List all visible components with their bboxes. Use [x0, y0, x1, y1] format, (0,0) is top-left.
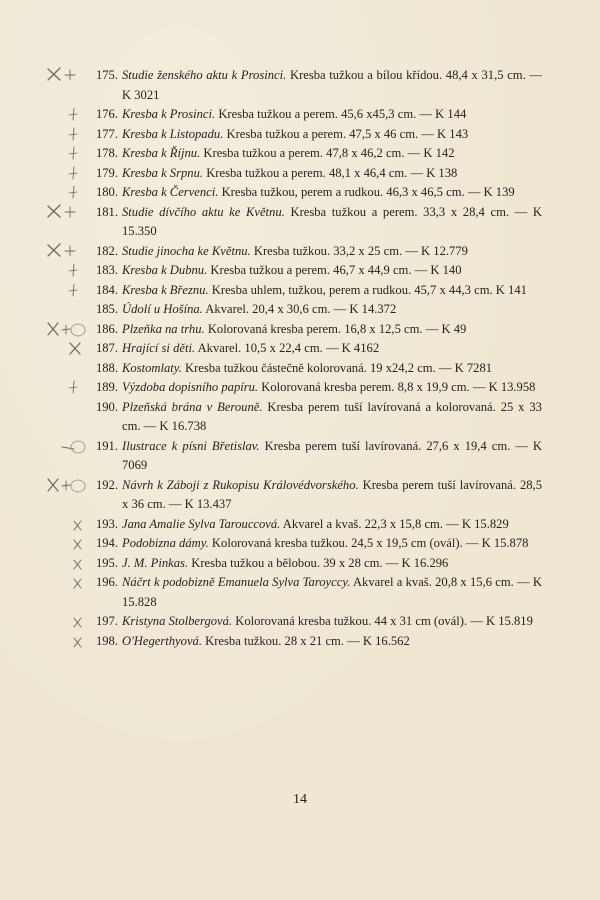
pencil-mark-icon	[40, 515, 82, 535]
entry-title: Studie dívčího aktu ke Květnu.	[122, 204, 285, 219]
entry-title: Kresba k Dubnu.	[122, 263, 208, 277]
pencil-mark-icon	[40, 476, 82, 496]
entry-number: 191.	[95, 438, 118, 453]
catalog-entry	[95, 612, 542, 632]
catalog-entry	[95, 125, 542, 145]
entry-title: Ilustrace k písni Břetislav.	[122, 438, 260, 453]
entry-title: Kresba k Srpnu.	[122, 165, 204, 180]
entry-number: 187.	[95, 341, 118, 355]
catalog-entry	[95, 66, 542, 105]
entry-description: Akvarel. 20,4 x 30,6 cm. — K 14.372	[205, 302, 397, 316]
entry-description: Kolorovaná kresba perem. 8,8 x 19,9 cm. — K 13.958	[261, 380, 536, 394]
pencil-mark-icon	[40, 164, 82, 184]
entry-title: Hrající si děti.	[122, 341, 196, 355]
pencil-mark-icon	[40, 242, 82, 262]
entry-number: 178.	[95, 146, 118, 160]
entry-title: Plzeňka na trhu.	[122, 321, 205, 336]
entry-description: Kolorovaná kresba tužkou. 24,5 x 19,5 cm (ovál). — K 15.878	[211, 536, 529, 550]
pencil-mark-icon	[40, 183, 82, 203]
pencil-mark-icon	[40, 125, 82, 145]
entry-number: 198.	[95, 633, 118, 648]
entry-description: Kolorovaná kresba tužkou. 44 x 31 cm (ovál). — K 15.819	[235, 614, 533, 628]
entry-title: Kresba k Březnu.	[122, 282, 209, 297]
entry-description: Kresba tužkou částečně kolorovaná. 19 x24,2 cm. — K 7281	[184, 360, 493, 375]
entry-number: 186.	[95, 321, 118, 336]
pencil-mark-icon	[40, 573, 82, 593]
entry-number: 185.	[95, 302, 118, 316]
pencil-mark-icon	[40, 281, 82, 301]
catalog-entry	[95, 242, 542, 262]
pencil-mark-icon	[40, 612, 82, 632]
catalog-entry	[95, 300, 542, 320]
entry-title: Kresba k Listopadu.	[122, 126, 224, 141]
entry-description: Kresba tužkou, perem a rudkou. 46,3 x 46,5 cm. — K 139	[221, 185, 515, 199]
pencil-mark-icon	[40, 437, 82, 457]
entry-title: Plzeňská brána v Berouně.	[122, 399, 263, 414]
catalog-entry	[95, 378, 542, 398]
pencil-mark-icon	[40, 66, 82, 86]
entry-number: 180.	[95, 185, 118, 199]
catalog-entry	[95, 632, 542, 652]
entry-description: Kresba tužkou a perem. 45,6 x45,3 cm. — K 144	[218, 107, 467, 121]
entry-number: 183.	[95, 263, 118, 277]
entry-number: 194.	[95, 536, 118, 550]
entry-title: Kristyna Stolbergová.	[122, 614, 233, 628]
catalog-entry	[95, 515, 542, 535]
entry-description: Kresba perem tuší lavírovaná. 28,5 x 36 cm. — K 13.437	[122, 477, 542, 511]
catalog-entry	[95, 183, 542, 203]
entry-number: 181.	[95, 204, 118, 219]
pencil-mark-icon	[40, 203, 82, 223]
entry-description: Kolorovaná kresba perem. 16,8 x 12,5 cm. — K 49	[207, 321, 467, 336]
entry-description: Kresba tužkou. 28 x 21 cm. — K 16.562	[205, 633, 410, 648]
catalog-entry	[95, 554, 542, 574]
entry-title: Studie ženského aktu k Prosinci.	[122, 68, 287, 82]
catalog-entry	[95, 164, 542, 184]
entry-number: 197.	[95, 614, 118, 628]
entry-title: Jana Amalie Sylva Tarouccová.	[122, 516, 281, 531]
entry-title: O'Hegerthyová.	[122, 633, 202, 648]
entry-title: Výzdoba dopisního papíru.	[122, 380, 259, 394]
catalog-entry	[95, 476, 542, 515]
entry-title: Náčrt k podobizně Emanuela Sylva Taroуccy.	[122, 575, 351, 589]
entry-number: 188.	[95, 360, 118, 375]
pencil-mark-icon	[40, 105, 82, 125]
entry-description: Kresba tužkou a perem. 33,3 x 28,4 cm. — K 15.350	[122, 204, 542, 238]
entry-title: Studie jinocha ke Květnu.	[122, 243, 251, 258]
catalog-entry	[95, 261, 542, 281]
entry-description: Kresba tužkou a bílou křídou. 48,4 x 31,5 cm. — K 3021	[122, 68, 542, 102]
pencil-mark-icon	[40, 339, 82, 359]
catalog-entry	[95, 105, 542, 125]
entry-description: Kresba tužkou a perem. 47,5 x 46 cm. — K 143	[226, 126, 469, 141]
catalog-entry	[95, 144, 542, 164]
entry-number: 189.	[95, 380, 118, 394]
entry-title: J. M. Pinkas.	[122, 555, 189, 570]
entry-number: 175.	[95, 68, 118, 82]
pencil-mark-icon	[40, 261, 82, 281]
entry-description: Kresba tužkou a bělobou. 39 x 28 cm. — K 16.296	[191, 555, 449, 570]
page-number: 14	[293, 792, 307, 807]
entry-description: Kresba tužkou a perem. 47,8 x 46,2 cm. — K 142	[203, 146, 455, 160]
entry-number: 179.	[95, 165, 118, 180]
entry-title: Návrh k Záboji z Rukopisu Královédvorského.	[122, 477, 359, 492]
entry-description: Akvarel a kvaš. 20,8 x 15,6 cm. — K 15.828	[122, 575, 543, 609]
entry-title: Údolí u Hošína.	[122, 302, 203, 316]
entry-number: 195.	[95, 555, 118, 570]
entry-number: 177.	[95, 126, 118, 141]
pencil-mark-icon	[40, 534, 82, 554]
catalog-entry	[95, 203, 542, 242]
catalog-entry	[95, 437, 543, 476]
catalog-entry	[95, 359, 542, 379]
catalog-entry	[95, 320, 542, 340]
entry-description: Kresba tužkou a perem. 46,7 x 44,9 cm. — K 140	[210, 263, 462, 277]
entry-number: 192.	[95, 477, 118, 492]
entry-number: 193.	[95, 516, 118, 531]
entry-description: Kresba perem tuší lavírovaná. 27,6 x 19,4 cm. — K 7069	[122, 438, 543, 472]
entry-description: Akvarel a kvaš. 22,3 x 15,8 cm. — K 15.829	[282, 516, 509, 531]
entry-number: 190.	[95, 399, 118, 414]
entry-description: Akvarel. 10,5 x 22,4 cm. — K 4162	[197, 341, 380, 355]
entry-number: 182.	[95, 243, 118, 258]
pencil-mark-icon	[40, 378, 82, 398]
entry-title: Podobizna dámy.	[122, 536, 209, 550]
pencil-mark-icon	[40, 632, 82, 652]
entry-title: Kresba k Červenci.	[122, 185, 219, 199]
entry-description: Kresba uhlem, tužkou, perem a rudkou. 45,7 x 44,3 cm. K 141	[211, 282, 527, 297]
entry-number: 176.	[95, 107, 118, 121]
catalog-entry	[95, 281, 542, 301]
catalog-entry	[95, 398, 542, 437]
entry-description: Kresba tužkou a perem. 48,1 x 46,4 cm. — K 138	[206, 165, 458, 180]
entry-title: Kresba k Prosinci.	[122, 107, 216, 121]
entry-title: Kresba k Říjnu.	[122, 146, 201, 160]
catalog-entry	[95, 534, 542, 554]
pencil-mark-icon	[40, 320, 82, 340]
entry-description: Kresba tužkou. 33,2 x 25 cm. — K 12.779	[253, 243, 468, 258]
entry-title: Kostomlaty.	[122, 360, 182, 375]
entry-number: 196.	[95, 575, 118, 589]
entry-description: Kresba perem tuší lavírovaná a kolorovaná. 25 x 33 cm. — K 16.738	[122, 399, 542, 433]
pencil-mark-icon	[40, 554, 82, 574]
entry-number: 184.	[95, 282, 118, 297]
catalog-entry-list	[0, 66, 600, 651]
catalog-entry	[95, 573, 543, 612]
pencil-mark-icon	[40, 144, 82, 164]
catalog-entry	[95, 339, 542, 359]
